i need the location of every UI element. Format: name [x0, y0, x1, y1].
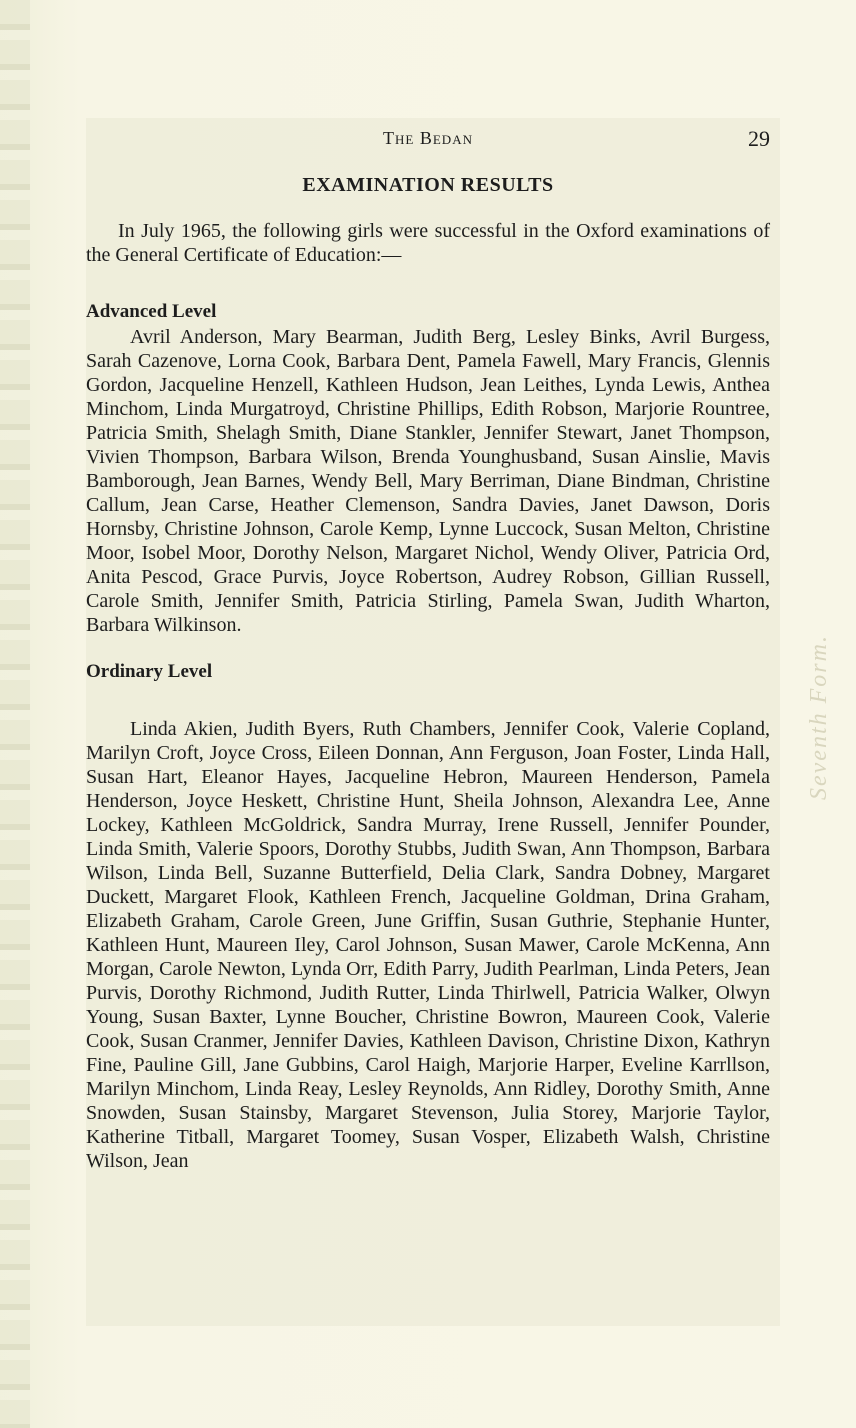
- running-head: [86, 118, 770, 162]
- text-block: [86, 118, 770, 1173]
- running-title: The Bedan: [383, 128, 473, 148]
- intro-paragraph: In July 1965, the following girls were successful in the Oxford examinations of the General Certificate of Education:—: [86, 220, 770, 266]
- advanced-level-names: Avril Anderson, Mary Bearman, Judith Berg, Lesley Binks, Avril Burgess, Sarah Cazenove, Lorna Cook, Barbara Dent, Pamela Fawell, Mary Francis, Glennis Gordon, Jacqueline Henzell, Kathleen Hudson, Jean Leithes, Lynda Lewis, Anthea Minchom, Linda Murgatroyd, Christine Phillips, Edith Robson, Marjorie Rountree, Patricia Smith, Shelagh Smith, Diane Stankler, Jennifer Stewart, Janet Thompson, Vivien Thompson, Barbara Wilson, Brenda Younghusband, Susan Ainslie, Mavis Bamborough, Jean Barnes, Wendy Bell, Mary Berriman, Diane Bindman, Christine Callum, Jean Carse, Heather Clemenson, Sandra Davies, Janet Dawson, Doris Hornsby, Christine Johnson, Carole Kemp, Lynne Luccock, Susan Melton, Christine Moor, Isobel Moor, Dorothy Nelson, Margaret Nichol, Wendy Oliver, Patricia Ord, Anita Pescod, Grace Purvis, Joyce Robertson, Audrey Robson, Gillian Russell, Carole Smith, Jennifer Smith, Patricia Stirling, Pamela Swan, Judith Wharton, Barbara Wilkinson.: [86, 326, 770, 636]
- page-number: 29: [748, 126, 770, 151]
- advanced-level-heading: Advanced Level: [86, 301, 217, 322]
- page-title: EXAMINATION RESULTS: [302, 174, 554, 196]
- spiral-binding-edge: [0, 0, 30, 1428]
- ordinary-level-names: Linda Akien, Judith Byers, Ruth Chambers, Jennifer Cook, Valerie Copland, Marilyn Croft, Joyce Cross, Eileen Donnan, Ann Ferguson, Joan Foster, Linda Hall, Susan Hart, Eleanor Hayes, Jacqueline Hebron, Maureen Henderson, Pamela Henderson, Joyce Heskett, Christine Hunt, Sheila Johnson, Alexandra Lee, Anne Lockey, Kathleen McGoldrick, Sandra Murray, Irene Russell, Jennifer Pounder, Linda Smith, Valerie Spoors, Dorothy Stubbs, Judith Swan, Ann Thompson, Barbara Wilson, Linda Bell, Suzanne Butterfield, Delia Clark, Sandra Dobney, Margaret Duckett, Margaret Flook, Kathleen French, Jacqueline Goldman, Drina Graham, Elizabeth Graham, Carole Green, June Griffin, Susan Guthrie, Stephanie Hunter, Kathleen Hunt, Maureen Iley, Carol Johnson, Susan Mawer, Carole McKenna, Ann Morgan, Carole Newton, Lynda Orr, Edith Parry, Judith Pearlman, Linda Peters, Jean Purvis, Dorothy Richmond, Judith Rutter, Linda Thirlwell, Patricia Walker, Olwyn Young, Susan Baxter, Lynne Boucher, Christine Bowron, Maureen Cook, Valerie Cook, Susan Cranmer, Jennifer Davies, Kathleen Davison, Christine Dixon, Kathryn Fine, Pauline Gill, Jane Gubbins, Carol Haigh, Marjorie Harper, Eveline Karrllson, Marilyn Minchom, Linda Reay, Lesley Reynolds, Ann Ridley, Dorothy Smith, Anne Snowden, Susan Stainsby, Margaret Stevenson, Julia Storey, Marjorie Taylor, Katherine Titball, Margaret Toomey, Susan Vosper, Elizabeth Walsh, Christine Wilson, Jean: [86, 718, 770, 1172]
- ordinary-level-heading: Ordinary Level: [86, 661, 213, 682]
- show-through-text: Seventh Form.: [806, 634, 832, 800]
